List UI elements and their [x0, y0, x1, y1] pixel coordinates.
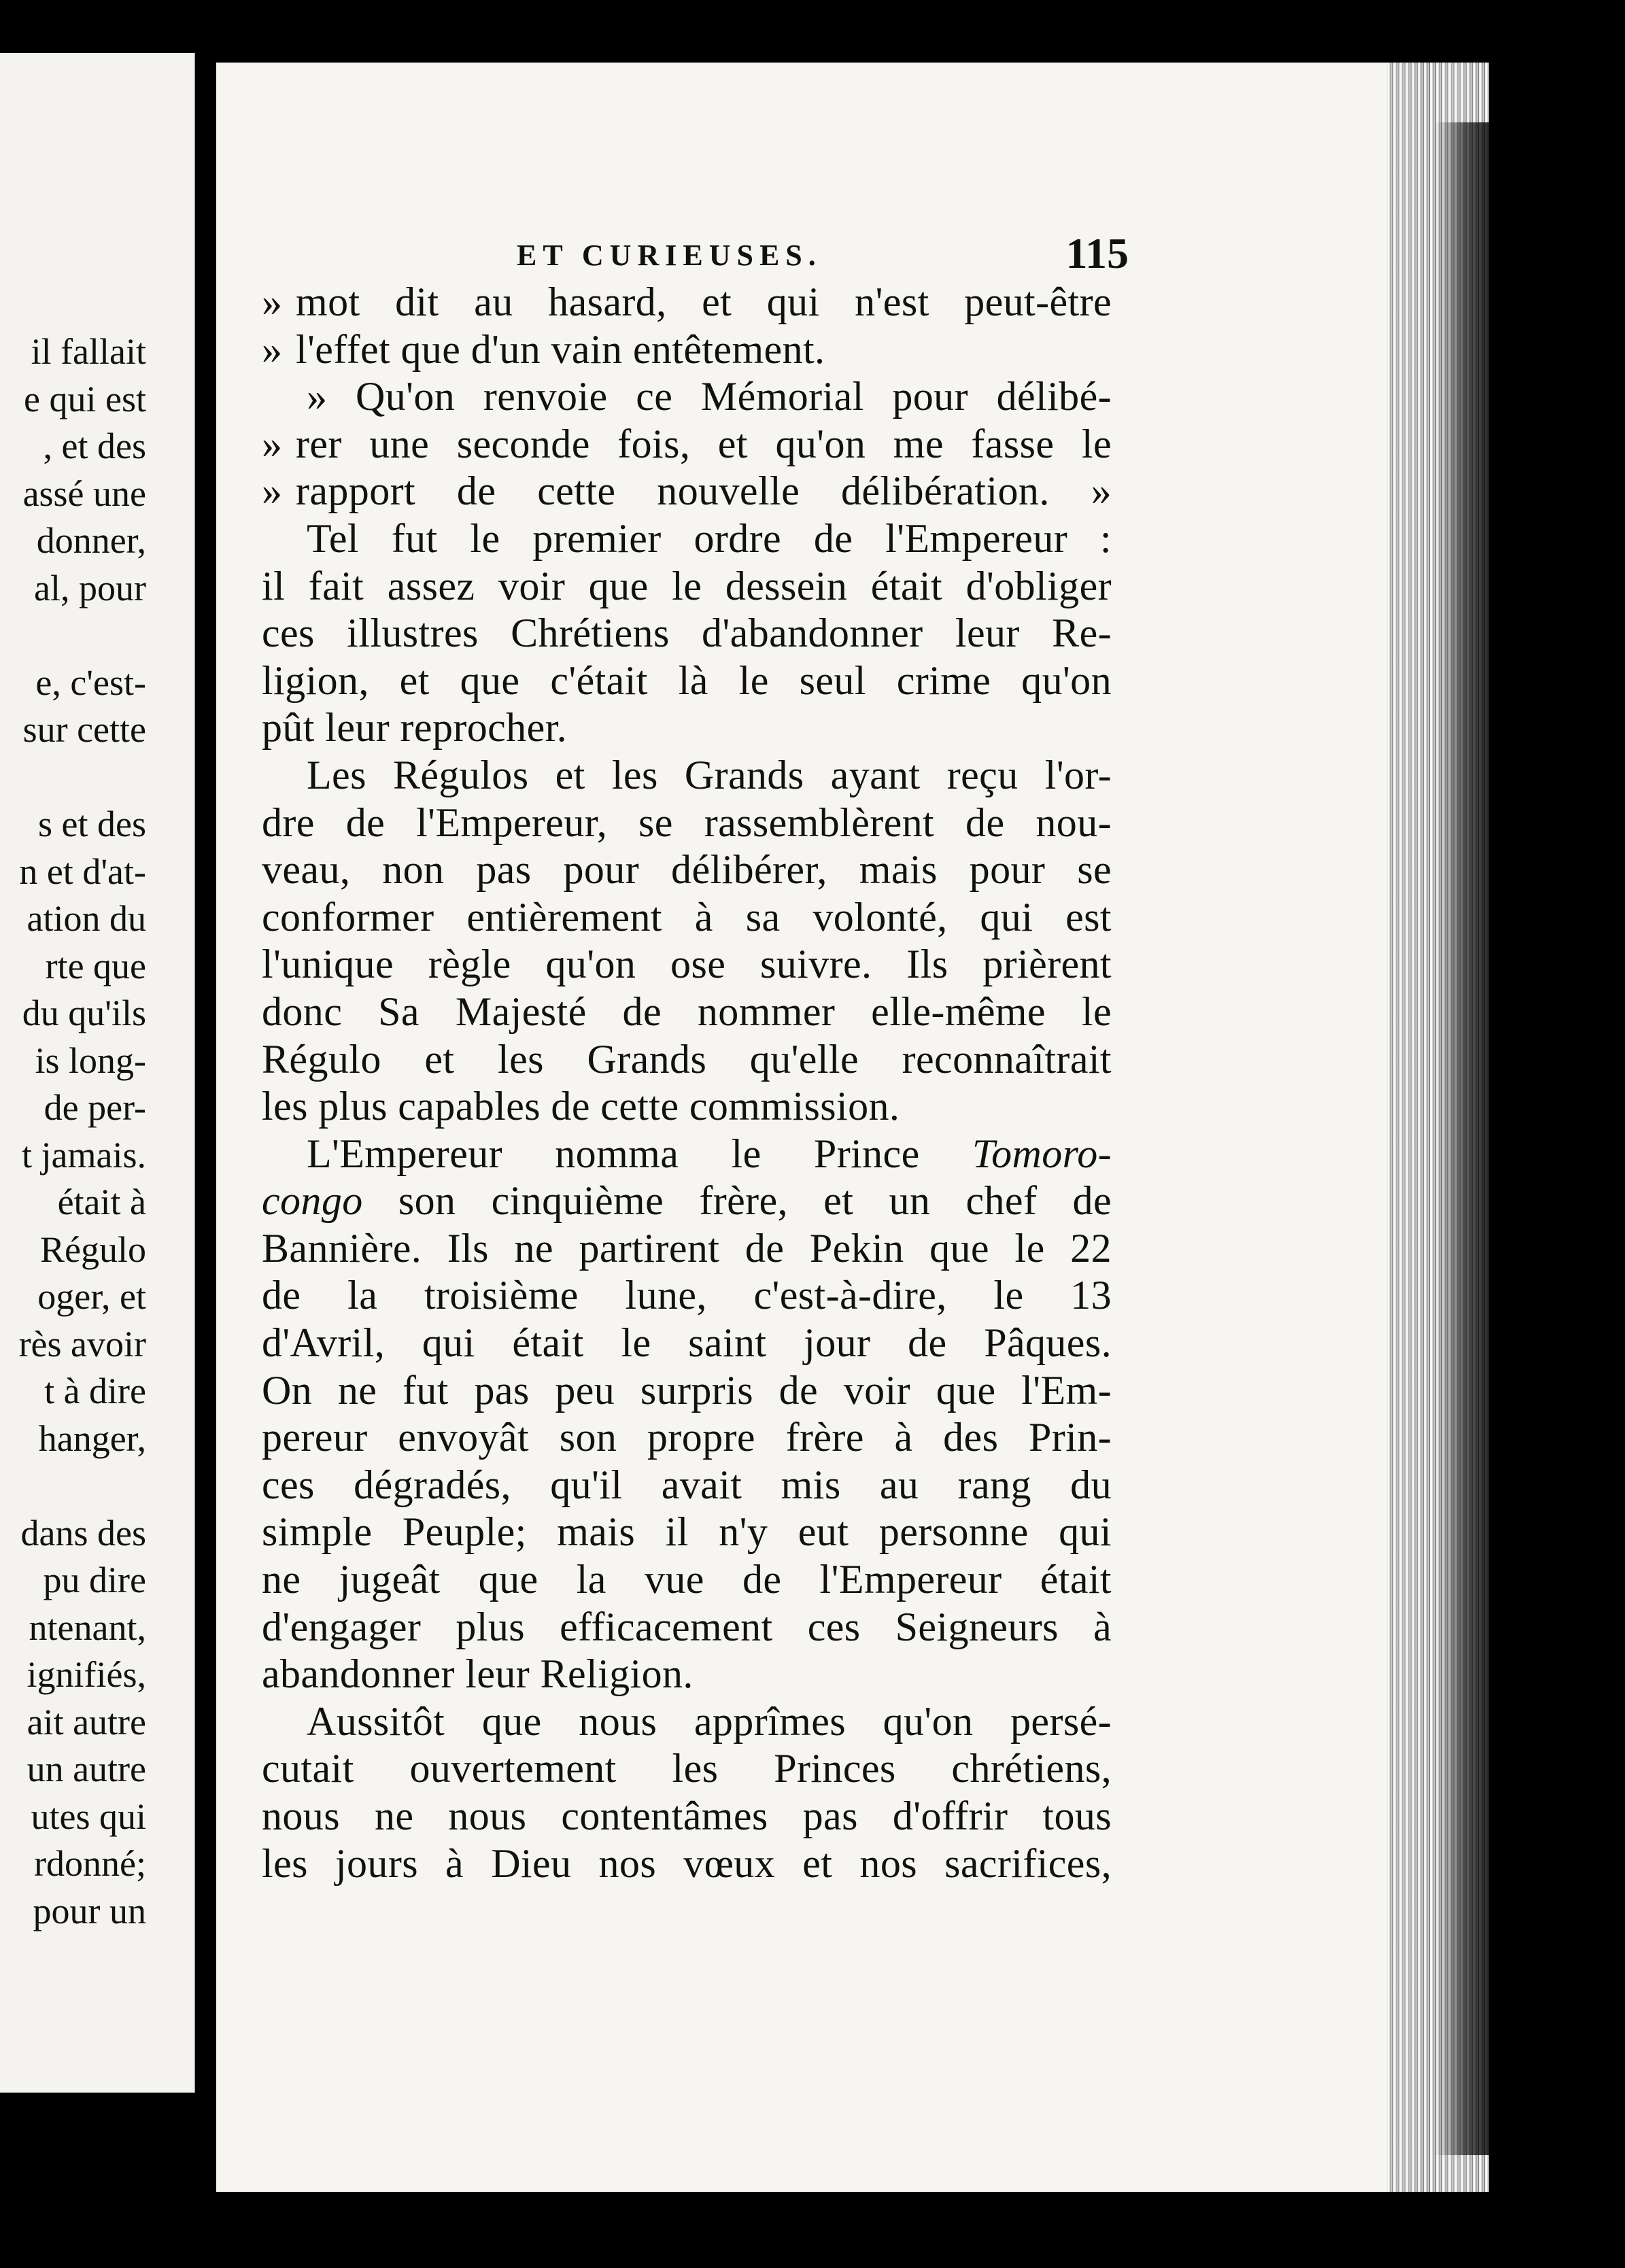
text-line-content: ces dégradés, qu'il avait mis au rang du	[262, 1462, 1112, 1507]
left-page-line: oger, et	[37, 1276, 146, 1317]
text-line-content: cutait ouvertement les Princes chrétiens,	[262, 1746, 1112, 1791]
text-line	[262, 326, 1112, 374]
left-page-line: assé une	[22, 472, 146, 514]
text-line	[262, 1225, 1112, 1273]
left-page-line: dans des	[20, 1512, 146, 1553]
left-page-line: is long-	[35, 1040, 146, 1081]
text-line	[262, 1272, 1112, 1320]
left-page-line	[19, 1462, 146, 1510]
left-page-fragment	[0, 53, 195, 2093]
text-line-content: dre de l'Empereur, se rassemblèrent de nou-	[262, 800, 1112, 845]
left-page-line: Régulo	[40, 1228, 146, 1270]
text-line-content: ligion, et que c'était là le seul crime qu'on	[262, 657, 1112, 703]
quote-mark: »	[262, 279, 283, 324]
text-line	[262, 515, 1112, 563]
page-edge-shadow	[1435, 122, 1509, 2155]
text-line-content: de la troisième lune, c'est-à-dire, le 13	[262, 1273, 1112, 1318]
text-line	[262, 704, 1112, 752]
text-line-content: simple Peuple; mais il n'y eut personne qui	[262, 1509, 1112, 1555]
left-page-line: pour un	[33, 1890, 146, 1931]
left-page-line: hanger,	[38, 1418, 146, 1459]
text-line	[262, 1320, 1112, 1367]
text-line	[262, 1698, 1112, 1746]
left-page-line	[19, 754, 146, 802]
text-line-content: il fait assez voir que le dessein était d'obliger	[262, 563, 1112, 608]
running-head	[299, 229, 1183, 280]
page-number: 115	[1065, 229, 1129, 277]
text-line-content: abandonner leur Religion.	[262, 1651, 694, 1697]
text-line	[262, 894, 1112, 942]
text-line-content: conformer entièrement à sa volonté, qui est	[262, 894, 1112, 940]
text-line-content: d'Avril, qui était le saint jour de Pâques.	[262, 1320, 1112, 1366]
text-line-content: Les Régulos et les Grands ayant reçu l'or-	[307, 752, 1112, 797]
text-line-content: Tel fut le premier ordre de l'Empereur :	[307, 515, 1112, 561]
text-line	[262, 1083, 1112, 1131]
text-line	[262, 752, 1112, 800]
text-line-content: rer une seconde fois, et qu'on me fasse le	[296, 421, 1112, 466]
left-page-line: ait autre	[27, 1701, 146, 1742]
left-page-line: sur cette	[22, 709, 146, 750]
text-line-content: l'effet que d'un vain entêtement.	[296, 326, 825, 372]
left-page-line: ignifiés,	[27, 1654, 146, 1695]
left-page-line: ntenant,	[29, 1606, 146, 1648]
left-page-line: rte que	[45, 945, 146, 986]
text-line-content: nous ne nous contentâmes pas d'offrir tous	[262, 1793, 1112, 1838]
left-page-line: utes qui	[31, 1796, 146, 1837]
quote-mark: »	[262, 326, 283, 372]
text-line-content: Régulo et les Grands qu'elle reconnaîtrait	[262, 1036, 1112, 1082]
text-line	[262, 563, 1112, 611]
text-line-content: mot dit au hasard, et qui n'est peut-être	[296, 279, 1112, 324]
text-line	[262, 421, 1112, 468]
text-line-content: congo son cinquième frère, et un chef de	[262, 1178, 1112, 1224]
text-line	[262, 657, 1112, 705]
text-line	[262, 610, 1112, 657]
text-line-content: pût leur reprocher.	[262, 705, 568, 751]
left-page-line: pu dire	[43, 1560, 146, 1600]
text-line	[262, 279, 1112, 326]
page-body-text	[262, 279, 1112, 1887]
left-page-line: il fallait	[31, 331, 146, 372]
text-line-content: Aussitôt que nous apprîmes qu'on persé-	[307, 1698, 1112, 1744]
left-page-line	[19, 612, 146, 659]
text-line	[262, 373, 1112, 421]
left-page-line: , et des	[43, 426, 146, 466]
text-line	[262, 800, 1112, 847]
left-page-line: rdonné;	[34, 1843, 146, 1884]
text-line	[262, 1367, 1112, 1415]
left-page-line: n et d'at-	[19, 850, 146, 892]
text-line-content: l'unique règle qu'on ose suivre. Ils prièrent	[262, 942, 1112, 987]
text-line	[262, 846, 1112, 894]
text-line	[262, 1793, 1112, 1840]
text-line	[262, 1462, 1112, 1509]
text-line	[262, 468, 1112, 515]
left-page-line: un autre	[27, 1749, 146, 1789]
text-line	[262, 1745, 1112, 1793]
quote-mark: »	[262, 468, 283, 514]
left-page-line: e qui est	[24, 378, 146, 419]
text-line	[262, 1178, 1112, 1225]
text-line-content: L'Empereur nomma le Prince Tomoro-	[307, 1131, 1112, 1176]
left-page-line: s et des	[38, 804, 146, 844]
left-page-line: t à dire	[44, 1371, 146, 1411]
text-line-content: donc Sa Majesté de nommer elle-même le	[262, 989, 1112, 1034]
left-page-line: était à	[57, 1182, 146, 1222]
left-page-line: de per-	[44, 1087, 146, 1128]
left-page-line: ation du	[27, 898, 146, 939]
text-line-content: ne jugeât que la vue de l'Empereur était	[262, 1557, 1112, 1602]
text-line	[262, 1651, 1112, 1698]
left-page-line: e, c'est-	[35, 662, 146, 703]
quote-mark: »	[262, 421, 283, 466]
text-line-content: veau, non pas pour délibérer, mais pour se	[262, 847, 1112, 893]
text-line-content: les jours à Dieu nos vœux et nos sacrifices,	[262, 1840, 1112, 1886]
left-page-line: t jamais.	[22, 1134, 146, 1175]
left-page-line: al, pour	[34, 567, 146, 608]
text-line-content: Bannière. Ils ne partirent de Pekin que le 22	[262, 1225, 1112, 1271]
text-line-content: les plus capables de cette commission.	[262, 1084, 900, 1129]
left-page-line: du qu'ils	[22, 993, 146, 1033]
text-line	[262, 1840, 1112, 1888]
running-head-title: ET CURIEUSES.	[517, 239, 822, 272]
left-page-line: donner,	[36, 520, 146, 561]
left-page-line: rès avoir	[18, 1323, 146, 1364]
text-line	[262, 989, 1112, 1036]
text-line-content: ces illustres Chrétiens d'abandonner leur Re-	[262, 611, 1112, 656]
text-line	[262, 1509, 1112, 1556]
left-page-lines	[19, 328, 146, 1935]
text-line	[262, 941, 1112, 989]
text-line-content: d'engager plus efficacement ces Seigneurs à	[262, 1604, 1112, 1649]
text-line	[262, 1414, 1112, 1462]
text-line	[262, 1131, 1112, 1178]
text-line	[262, 1036, 1112, 1084]
text-line	[262, 1556, 1112, 1604]
text-line-content: pereur envoyât son propre frère à des Prin-	[262, 1415, 1112, 1460]
text-line-content: On ne fut pas peu surpris de voir que l'Em-	[262, 1367, 1112, 1413]
text-line	[262, 1604, 1112, 1651]
text-line-content: » Qu'on renvoie ce Mémorial pour délibé-	[307, 374, 1112, 419]
text-line-content: rapport de cette nouvelle délibération. »	[296, 468, 1112, 514]
